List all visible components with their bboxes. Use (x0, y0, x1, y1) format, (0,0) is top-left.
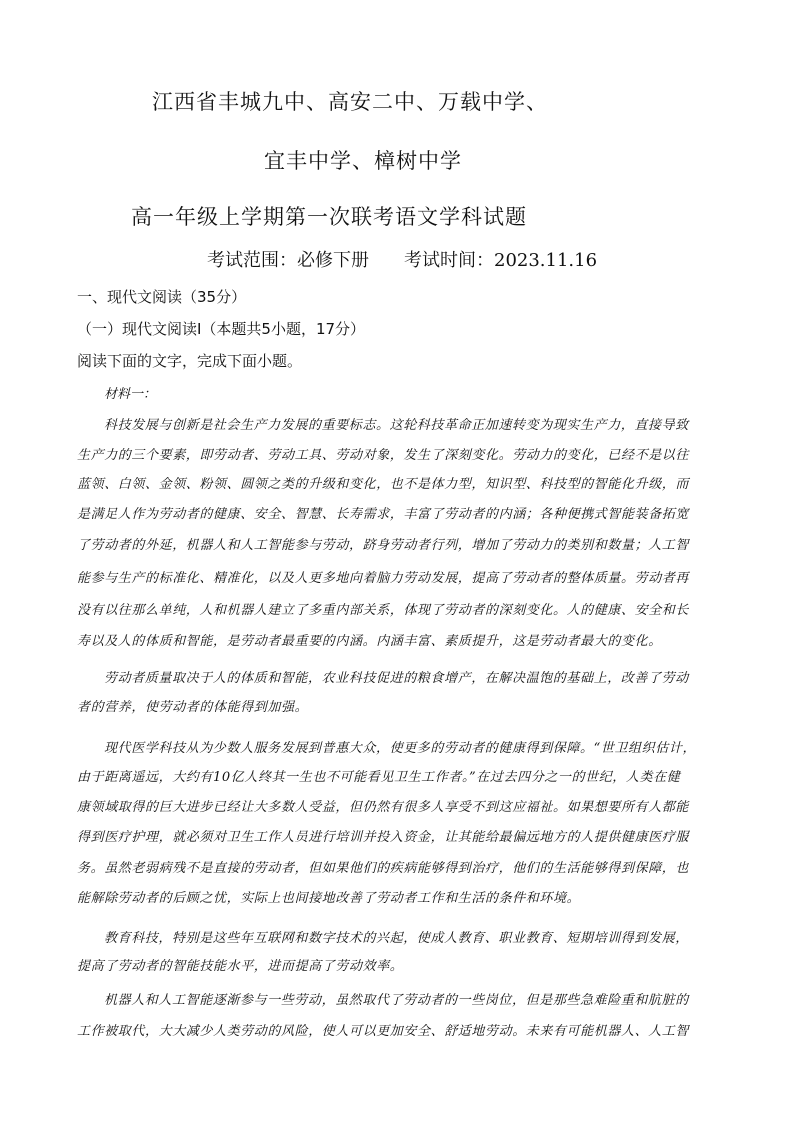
paragraph-line: 寿以及人的体质和智能，是劳动者最重要的内涵。内涵丰富、素质提升，这是劳动者最大的变化。 (77, 634, 662, 649)
exam-date: 考试时间：2023.11.16 (404, 250, 598, 271)
paragraph-line: 现代医学科技从为少数人服务发展到普惠大众，使更多的劳动者的健康得到保障。“世卫组织估计， (104, 741, 697, 756)
title-line-1: 江西省丰城九中、高安二中、万载中学、 (152, 90, 548, 114)
title-line-3: 高一年级上学期第一次联考语文学科试题 (131, 205, 527, 229)
paragraph-line: 劳动者质量取决于人的体质和智能，农业科技促进的粮食增产，在解决温饱的基础上，改善了劳动 (104, 671, 689, 686)
paragraph-line: 务。虽然老弱病残不是直接的劳动者，但如果他们的疾病能够得到治疗，他们的生活能够得到保障，也 (77, 861, 690, 876)
paragraph-line: 得到医疗护理，就必须对卫生工作人员进行培训并投入资金，让其能给最偏远地方的人提供健康医疗服 (77, 830, 690, 845)
paragraph-line: 蓝领、白领、金领、粉领、圆领之类的升级和变化，也不是体力型，知识型、科技型的智能化升级，而 (77, 477, 690, 492)
instruction-text: 阅读下面的文字，完成下面小题。 (77, 352, 303, 370)
title-line-2: 宜丰中学、樟树中学 (264, 149, 462, 173)
paragraph-line: 工作被取代，大大减少人类劳动的风险，使人可以更加安全、舒适地劳动。未来有可能机器人、人工智 (77, 1024, 690, 1039)
paragraph-line: 由于距离遥远，大约有10亿人终其一生也不可能看见卫生工作者。”在过去四分之一的世纪，人类在健 (77, 770, 681, 785)
paragraph-line: 提高了劳动者的智能技能水平，进而提高了劳动效率。 (77, 959, 404, 974)
section-heading: 一、现代文阅读（35分） (77, 288, 247, 306)
paragraph-line: 能解除劳动者的后顾之忧，实际上也间接地改善了劳动者工作和生活的条件和环境。 (77, 891, 581, 906)
material-label: 材料一： (104, 387, 157, 402)
paragraph-line: 康领域取得的巨大进步已经让大多数人受益，但仍然有很多人享受不到这应福祉。如果想要所有人都能 (77, 800, 690, 815)
paragraph-line: 生产力的三个要素，即劳动者、劳动工具、劳动对象，发生了深刻变化。劳动力的变化，已经不是以往 (77, 448, 690, 463)
paragraph-line: 科技发展与创新是社会生产力发展的重要标志。这轮科技革命正加速转变为现实生产力，直接导致 (104, 418, 689, 433)
paragraph-line: 能参与生产的标准化、精准化，以及人更多地向着脑力劳动发展，提高了劳动者的整体质量。劳动者再 (77, 571, 690, 586)
exam-scope: 考试范围：必修下册 (207, 250, 369, 271)
paragraph-line: 机器人和人工智能逐渐参与一些劳动，虽然取代了劳动者的一些岗位，但是那些急难险重和肮脏的 (104, 993, 689, 1008)
subsection-heading: （一）现代文阅读Ⅰ（本题共5小题，17分） (77, 320, 366, 338)
paragraph-line: 没有以往那么单纯，人和机器人建立了多重内部关系，体现了劳动者的深刻变化。人的健康、安全和长 (77, 603, 690, 618)
paragraph-line: 者的营养，使劳动者的体能得到加强。 (77, 700, 309, 715)
paragraph-line: 是满足人作为劳动者的健康、安全、智慧、长寿需求，丰富了劳动者的内涵；各种便携式智能装备拓宽 (77, 507, 690, 522)
paragraph-line: 教育科技，特别是这些年互联网和数字技术的兴起，使成人教育、职业教育、短期培训得到发展， (104, 931, 689, 946)
paragraph-line: 了劳动者的外延，机器人和人工智能参与劳动，跻身劳动者行列，增加了劳动力的类别和数量；人工智 (77, 538, 690, 553)
